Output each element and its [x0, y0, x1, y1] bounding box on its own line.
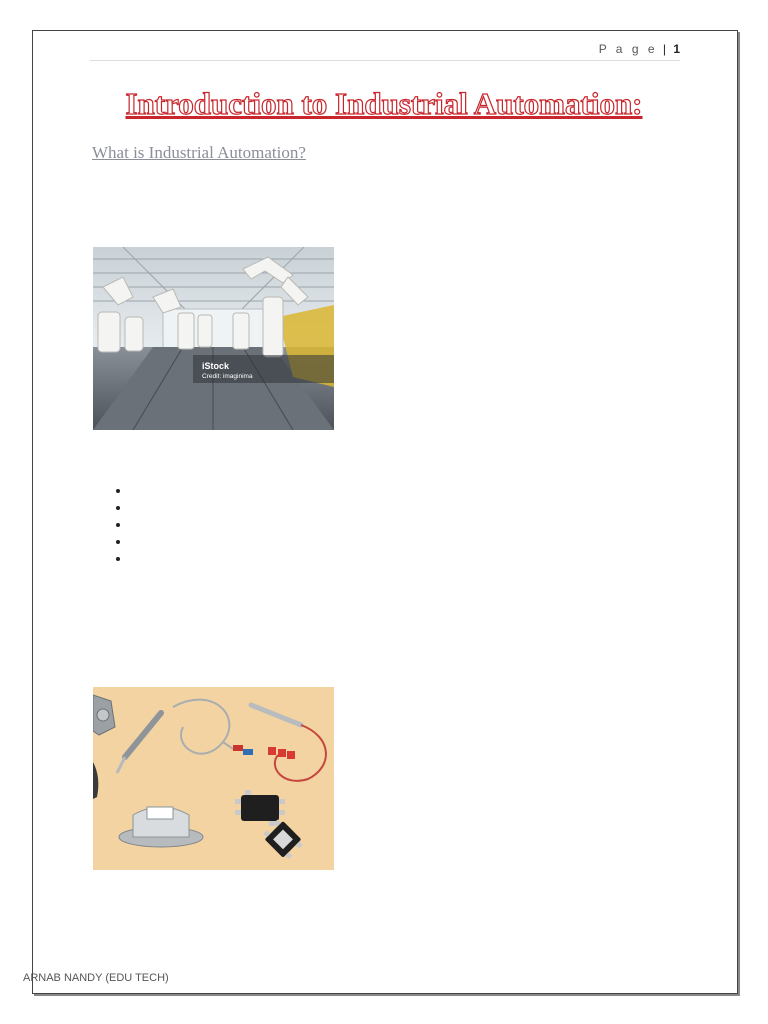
- document-title: Introduction to Industrial Automation:: [125, 86, 643, 121]
- watermark-credit: Credit: imaginima: [202, 373, 253, 380]
- page-separator: |: [662, 42, 666, 56]
- page-footer: ARNAB NANDY (EDU TECH): [23, 972, 169, 984]
- sensors-image: [93, 687, 334, 870]
- page-header: [90, 42, 680, 61]
- watermark-brand: iStock: [202, 361, 230, 371]
- factory-robots-image: [93, 247, 334, 430]
- page-label: P a g e: [598, 42, 658, 56]
- page-number: 1: [673, 42, 680, 56]
- section-heading[interactable]: What is Industrial Automation?: [92, 143, 306, 162]
